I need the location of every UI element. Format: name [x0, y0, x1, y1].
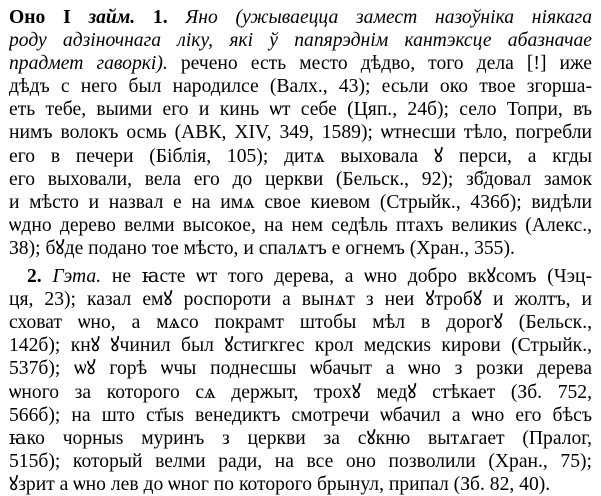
sense-1-quote-line: 38); бꙋде подано тое мѣсто, и спалѧтъ е огнемъ (Хран., 355). [9, 237, 515, 259]
sense-2-first-line [9, 265, 592, 288]
sense-2-quote-line: 566б); на што ст҃ыѕ венедиктъ смотречи ѡбачил а ѡно его бѣсъ [9, 404, 592, 426]
sense-1-number: 1. [152, 7, 168, 28]
sense-2-quote-line: ꙋзрит а ѡно лев до ѡног по которого брынул, припал (Зб. 82, 40). [9, 473, 551, 495]
sense-1-quote-line: ѡдно дерево велми высокое, на нем седѣль птахъ великиѕ (Алекс., [9, 214, 592, 236]
entry-first-line [9, 6, 592, 29]
entry-headword: Оно I [9, 7, 71, 28]
sense-2-quote-line: сховат ѡно, а мѧсо покрамт штобы мѣл в дорогꙋ (Бельск., [9, 312, 592, 334]
sense-2-quote-line: не ꙗсте ѡт того дерева, а ѡно добро вкꙋсомъ (Чэц- [111, 266, 592, 288]
sense-2-quote-line: ѡного за которого сѧ держыт, трохꙋ медꙋ стѣкает (Зб. 752, [9, 381, 592, 403]
sense-1-quote-line: дѣдъ с него был народилсе (Валх., 43); есьли око твое згоршa- [9, 76, 592, 98]
sense-2-quote-line: 515б); который велми ради, на все оно позволили (Хран., 75); [9, 450, 592, 472]
sense-2-quote-line: 537б); ѡꙋ горѣ ѡчы поднесшы ѡбачыт а ѡно з розки дерева [9, 358, 592, 380]
sense-2-number: 2. [27, 266, 42, 288]
sense-1-quote-line: нимъ волокъ осмь (АВК, XIV, 349, 1589); ѡтнесши тѣло, погребли [9, 122, 592, 144]
sense-2-gloss: Гэта. [52, 266, 102, 288]
sense-1-definition-end: прадмет гаворкі). [9, 53, 168, 75]
sense-1-definition: Яно (ужываецца замест назоўніка ніякага [185, 7, 592, 28]
sense-1-definition-end-line [9, 52, 592, 75]
sense-1-quote-line: еть тебе, выими его и кинь ѡт себе (Цяп., 24б); село Топри, въ [9, 99, 592, 121]
sense-2-quote-line: ꙗко чорныѕ муринъ з церкви за сꙋкню вытѧгает (Пралог, [9, 427, 592, 449]
sense-1-quote-line: и мѣсто и назвал е на имѧ свое киевом (Стрыйк., 436б); видѣли [9, 191, 592, 213]
entry-pos-abbreviation: займ. [88, 7, 136, 28]
sense-2-quote-line: 142б); кнꙋ ꙋчинил был ꙋстигкгес крол медскиѕ кирови (Стрыйк., [9, 335, 592, 357]
sense-2-quote-line: ця, 23); казал емꙋ роспороти а вынѧт з неи ꙋтробꙋ и жолтъ, и [9, 289, 592, 311]
sense-1-definition-cont: роду адзіночнага ліку, які ў папярэднім кантэксце абазначае [9, 30, 592, 52]
sense-1-quote-line: речено есть место дѣдво, того дела [!] иже [180, 53, 592, 75]
sense-1-quote-line: его выховали, вела его до церкви (Бельск., 92); зб҃довал замок [9, 168, 592, 190]
sense-1-quote-line: его в печери (Біблія, 105); дитѧ выховала ꙋ перси, а кгды [9, 145, 592, 167]
